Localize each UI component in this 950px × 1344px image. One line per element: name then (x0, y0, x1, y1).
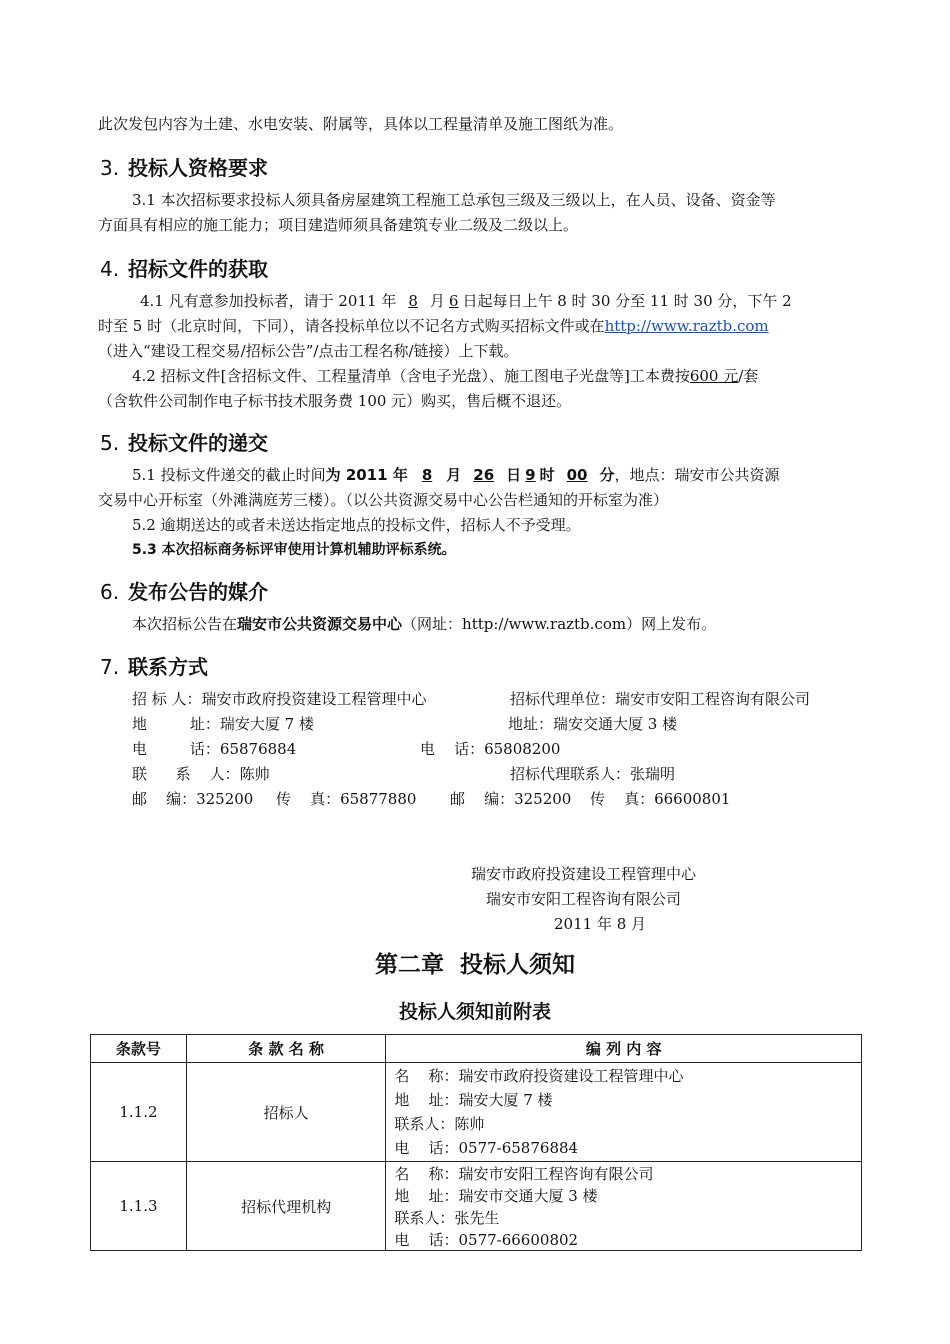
bidder-notice-table (90, 1034, 862, 1251)
content-line: 地 址：瑞安大厦 7 楼 (394, 1091, 553, 1109)
content-line: 联系人：陈帅 (394, 1115, 485, 1133)
section-number: 3. (100, 156, 120, 180)
clause-name: 招标代理机构 (186, 1162, 386, 1251)
section-number: 4. (100, 257, 120, 281)
sec5-p1-line1 (132, 463, 780, 488)
sec4-p1-line3: （进入“建设工程交易/招标公告”/点击工程名称/链接）上下载。 (98, 342, 519, 360)
content-line: 名 称：瑞安市安阳工程咨询有限公司 (394, 1165, 654, 1183)
hour-field: 9 (525, 466, 536, 484)
header-content: 编 列 内 容 (386, 1035, 862, 1063)
content-line: 名 称：瑞安市政府投资建设工程管理中心 (394, 1067, 684, 1085)
sec5-p1-line2: 交易中心开标室（外滩满庭芳三楼）。（以公共资源交易中心公告栏通知的开标室为准） (98, 491, 669, 509)
section-5-heading (100, 427, 268, 456)
chapter-title: 第二章 投标人须知 (374, 952, 575, 978)
section-number: 5. (100, 431, 120, 455)
section-4-heading (100, 253, 268, 282)
header-clause-no: 条款号 (91, 1035, 187, 1063)
sec3-paragraph-line1: 3.1 本次招标要求投标人须具备房屋建筑工程施工总承包三级及三级以上，在人员、设备、资金等 (132, 191, 776, 209)
contact-agency-postcode: 邮 编：325200 (450, 790, 572, 808)
clause-number: 1.1.3 (91, 1162, 187, 1251)
clause-number: 1.1.2 (91, 1063, 187, 1162)
text: 时 (539, 466, 555, 484)
section-title: 发布公告的媒介 (128, 580, 268, 604)
text: 分 (599, 466, 615, 484)
section-title: 招标文件的获取 (128, 257, 268, 281)
contact-agency-phone: 电 话：65808200 (420, 740, 561, 758)
text: 4.1 凡有意参加投标者，请于 2011 年 (140, 292, 397, 310)
header-clause-name: 条 款 名 称 (186, 1035, 386, 1063)
clause-name: 招标人 (186, 1063, 386, 1162)
content-line: 联系人：张先生 (394, 1209, 500, 1227)
month-field: 8 (408, 292, 418, 310)
content-line: 地 址：瑞安市交通大厦 3 楼 (394, 1187, 598, 1205)
text: 日 (506, 466, 522, 484)
text: /套 (738, 367, 759, 385)
contact-fax: 传 真：65877880 (276, 790, 417, 808)
text: 月 (429, 292, 445, 310)
text: ，地点：瑞安市公共资源 (614, 466, 780, 484)
contact-postcode: 邮 编：325200 (132, 790, 254, 808)
day-field: 26 (473, 466, 495, 484)
text: 日起每日上午 8 时 30 分至 11 时 30 分，下午 2 (462, 292, 792, 310)
text: 为 2011 年 (325, 466, 408, 484)
clause-content (386, 1162, 862, 1251)
contact-tenderer: 招 标 人：瑞安市政府投资建设工程管理中心 (132, 690, 427, 708)
table-title: 投标人须知前附表 (398, 1001, 551, 1023)
sec3-paragraph-line2: 方面具有相应的施工能力；项目建造师须具备建筑专业二级及二级以上。 (98, 216, 579, 234)
contact-address: 地 址：瑞安大厦 7 楼 (132, 715, 314, 733)
signature-org1: 瑞安市政府投资建设工程管理中心 (471, 865, 697, 883)
text: 本次招标公告在 (132, 615, 238, 633)
contact-agency-person: 招标代理联系人：张瑞明 (510, 765, 676, 783)
text: （网址：http://www.raztb.com）网上发布。 (402, 615, 717, 633)
table-row (91, 1063, 862, 1162)
section-number: 6. (100, 580, 120, 604)
contact-phone: 电 话：65876884 (132, 740, 297, 758)
table-header-row (91, 1035, 862, 1063)
text: 5.1 投标文件递交的截止时间 (132, 466, 326, 484)
sec4-p1-line1 (140, 289, 792, 314)
section-title: 联系方式 (128, 655, 208, 679)
clause-content (386, 1063, 862, 1162)
text: 4.2 招标文件[含招标文件、工程量清单（含电子光盘）、施工图电子光盘等]工本费按 (132, 367, 690, 385)
month-field: 8 (421, 466, 433, 484)
section-3-heading (100, 152, 268, 181)
contact-agency-fax: 传 真：66600801 (590, 790, 731, 808)
content-line: 电 话：0577-66600802 (394, 1231, 579, 1249)
sec5-p3: 5.3 本次招标商务标评审使用计算机辅助评标系统。 (132, 542, 456, 558)
section-7-heading (100, 651, 208, 680)
publisher-name: 瑞安市公共资源交易中心 (237, 615, 403, 633)
signature-date: 2011 年 8 月 (554, 915, 647, 933)
fee-field: 600 元 (689, 367, 739, 385)
raztb-link[interactable]: http://www.raztb.com (604, 317, 769, 335)
sec4-p1-line2 (98, 314, 769, 339)
content-line: 电 话：0577-65876884 (394, 1139, 579, 1157)
day-field: 6 (448, 292, 459, 310)
signature-org2: 瑞安市安阳工程咨询有限公司 (486, 890, 682, 908)
sec4-p2-line1 (132, 364, 758, 389)
contact-person: 联 系 人：陈帅 (132, 765, 270, 783)
section-title: 投标文件的递交 (128, 431, 268, 455)
sec6-paragraph (132, 612, 716, 637)
minute-field: 00 (566, 466, 588, 484)
intro-paragraph: 此次发包内容为土建、水电安装、附属等，具体以工程量清单及施工图纸为准。 (98, 115, 624, 133)
sec4-p2-line2: （含软件公司制作电子标书技术服务费 100 元）购买，售后概不退还。 (98, 392, 572, 410)
text: 月 (446, 466, 462, 484)
sec5-p2: 5.2 逾期送达的或者未送达指定地点的投标文件，招标人不予受理。 (132, 516, 581, 534)
text: 时至 5 时（北京时间，下同），请各投标单位以不记名方式购买招标文件或在 (98, 317, 605, 335)
table-row (91, 1162, 862, 1251)
section-6-heading (100, 576, 268, 605)
section-title: 投标人资格要求 (128, 156, 268, 180)
contact-agency-address: 地址：瑞安交通大厦 3 楼 (508, 715, 678, 733)
section-number: 7. (100, 655, 120, 679)
contact-agency: 招标代理单位：瑞安市安阳工程咨询有限公司 (510, 690, 811, 708)
